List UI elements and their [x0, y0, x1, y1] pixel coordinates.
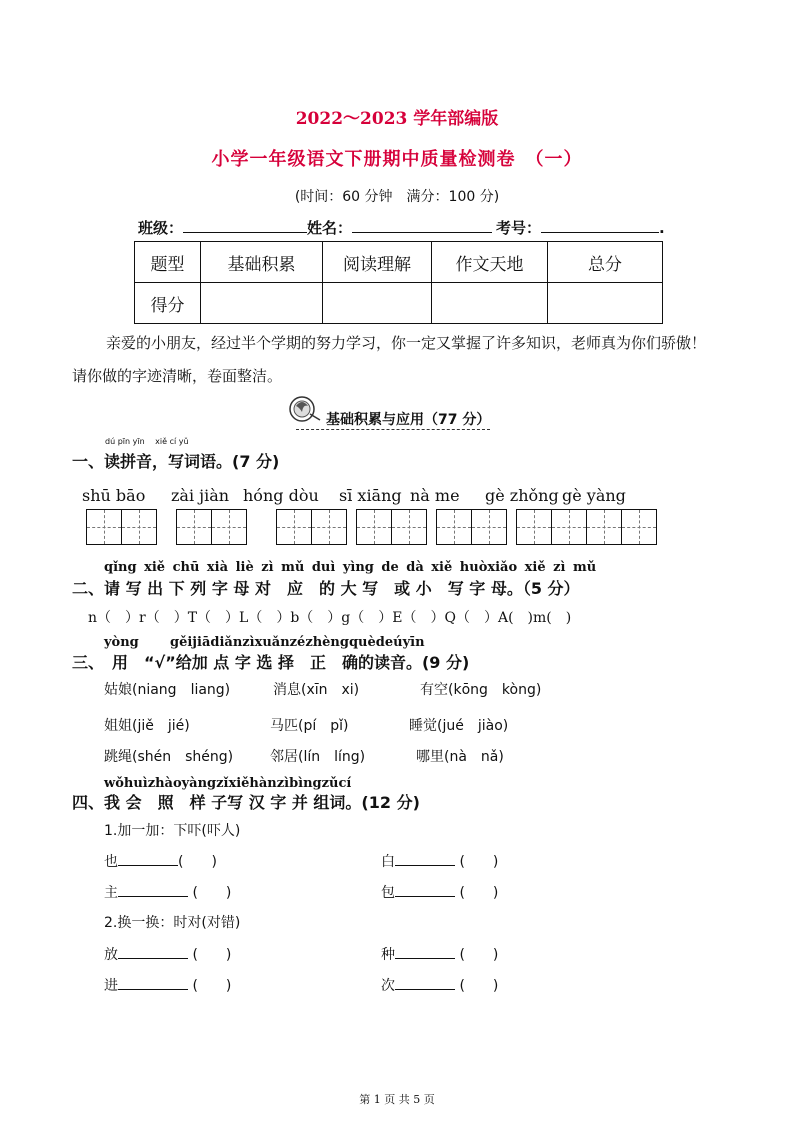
student-info-line: [138, 217, 665, 238]
table-cell: 总分: [548, 242, 663, 283]
q1-heading: 一、读拼音，写词语。(7 分): [72, 452, 280, 471]
q3-option[interactable]: 有空(kōng kòng): [420, 682, 542, 698]
q3-option[interactable]: 马匹(pí pǐ): [270, 718, 349, 734]
q4-sub2-example: 2.换一换：时对(对错): [104, 915, 241, 931]
writing-grid-group: [356, 509, 427, 545]
q4-sub1-example: 1.加一加：下吓(吓人): [104, 823, 241, 839]
page-footer: 第 1 页 共 5 页: [359, 1093, 435, 1106]
score-table: [134, 241, 663, 324]
q3-pinyin-annotation: yòng: [104, 635, 139, 650]
q3-option[interactable]: 哪里(nà nǎ): [416, 749, 504, 765]
answer-paren[interactable]: ( ): [459, 978, 499, 994]
table-cell: 得分: [135, 283, 201, 324]
writing-grid-cell[interactable]: [551, 509, 587, 545]
score-input-cell[interactable]: [323, 283, 432, 324]
answer-paren[interactable]: ( ): [459, 854, 499, 870]
exam-year-title: 2022～2023 学年部编版: [295, 109, 499, 129]
score-input-cell[interactable]: [548, 283, 663, 324]
writing-grid-group: [176, 509, 247, 545]
q4-row: [104, 944, 231, 964]
answer-paren[interactable]: ( ): [178, 854, 217, 870]
q3-heading: 三、 用 “√”给加 点 字 选 择 正 确的读音。(9 分): [72, 653, 470, 672]
writing-grid-group: [86, 509, 157, 545]
table-cell: 基础积累: [201, 242, 323, 283]
q4-row: [381, 975, 498, 995]
q4-char: 主: [104, 885, 118, 901]
q3-option[interactable]: 睡觉(jué jiào): [409, 718, 509, 734]
answer-blank[interactable]: [395, 882, 455, 897]
writing-grid-cell[interactable]: [391, 509, 427, 545]
q4-row: [104, 851, 217, 871]
q1-pinyin-word: gè zhǒng: [485, 486, 559, 505]
writing-grid-cell[interactable]: [621, 509, 657, 545]
q1-pinyin-word: shū bāo: [82, 486, 146, 505]
table-cell: 阅读理解: [323, 242, 432, 283]
answer-blank[interactable]: [118, 944, 188, 959]
answer-blank[interactable]: [395, 851, 455, 866]
q3-option[interactable]: 跳绳(shén shéng): [104, 749, 234, 765]
q4-char: 白: [381, 854, 395, 870]
writing-grid-cell[interactable]: [86, 509, 122, 545]
answer-paren[interactable]: ( ): [192, 978, 232, 994]
table-cell: 作文天地: [432, 242, 548, 283]
answer-blank[interactable]: [395, 975, 455, 990]
q4-char: 次: [381, 978, 395, 994]
q4-row: [104, 975, 231, 995]
q3-option[interactable]: 姐姐(jiě jié): [104, 718, 190, 734]
part1-heading: 基础积累与应用（77 分）: [296, 409, 490, 430]
q4-row: [381, 882, 498, 902]
writing-grid-cell[interactable]: [586, 509, 622, 545]
writing-grid-group: [276, 509, 347, 545]
q4-char: 放: [104, 947, 118, 963]
name-field[interactable]: [352, 218, 492, 233]
q1-pinyin-word: sī xiāng: [339, 486, 402, 505]
answer-paren[interactable]: ( ): [192, 885, 232, 901]
table-cell: 题型: [135, 242, 201, 283]
intro-line-1: 亲爱的小朋友，经过半个学期的努力学习，你一定又掌握了许多知识，老师真为你们骄傲！: [106, 334, 707, 352]
answer-paren[interactable]: ( ): [192, 947, 232, 963]
writing-grid-cell[interactable]: [176, 509, 212, 545]
name-label: 姓名：: [307, 219, 353, 237]
writing-grid-cell[interactable]: [436, 509, 472, 545]
q2-heading: 二、请 写 出 下 列 字 母 对 应 的 大 写 或 小 写 字 母。（5 分）: [72, 579, 580, 598]
writing-grid-cell[interactable]: [516, 509, 552, 545]
q2-pinyin-annotation: qǐng xiě chū xià liè zì mǔ duì yìng de dà xiě huòxiǎo xiě zì mǔ: [104, 560, 597, 575]
q4-row: [381, 851, 498, 871]
number-label: 考号：: [496, 219, 542, 237]
class-label: 班级：: [138, 219, 184, 237]
answer-paren[interactable]: ( ): [459, 885, 499, 901]
q1-pinyin-word: nà me: [410, 486, 460, 505]
q3-option[interactable]: 消息(xīn xi): [273, 682, 360, 698]
answer-blank[interactable]: [395, 944, 455, 959]
q1-pinyin-word: hóng dòu: [243, 486, 319, 505]
q1-pinyin-annotation: dú pīn yīn xiě cí yǔ: [105, 437, 189, 446]
answer-paren[interactable]: ( ): [459, 947, 499, 963]
writing-grid-cell[interactable]: [356, 509, 392, 545]
intro-line-2: 请你做的字迹清晰，卷面整洁。: [72, 367, 283, 385]
writing-grid-group: [436, 509, 507, 545]
time-info: (时间：60 分钟 满分：100 分): [294, 189, 500, 205]
writing-grid-cell[interactable]: [276, 509, 312, 545]
q3-option[interactable]: 姑娘(niang liang): [104, 682, 231, 698]
q4-char: 也: [104, 854, 118, 870]
answer-blank[interactable]: [118, 975, 188, 990]
writing-grid-group: [516, 509, 657, 545]
writing-grid-cell[interactable]: [211, 509, 247, 545]
writing-grid-cell[interactable]: [311, 509, 347, 545]
q1-pinyin-word: gè yàng: [562, 486, 626, 505]
info-end-mark: .: [659, 219, 665, 237]
writing-grid-cell[interactable]: [471, 509, 507, 545]
score-table-header-row: [135, 242, 663, 283]
number-field[interactable]: [541, 218, 659, 233]
answer-blank[interactable]: [118, 882, 188, 897]
score-table-score-row: [135, 283, 663, 324]
answer-blank[interactable]: [118, 851, 178, 866]
q4-char: 种: [381, 947, 395, 963]
q3-pinyin-annotation: gěijiādiǎnzìxuǎnzézhèngquèdeúyīn: [170, 635, 425, 650]
score-input-cell[interactable]: [432, 283, 548, 324]
q4-char: 进: [104, 978, 118, 994]
score-input-cell[interactable]: [201, 283, 323, 324]
q1-pinyin-word: zài jiàn: [171, 486, 230, 505]
q4-row: [381, 944, 498, 964]
q3-option[interactable]: 邻居(lín líng): [270, 749, 366, 765]
q4-pinyin-annotation: wǒhuìzhàoyàngzǐxiěhànzìbìngzǔcí: [104, 776, 352, 791]
q2-letters-row: n（ ）r（ ）T（ ）L（ ）b（ ）g（ ）E（ ）Q（ ）A( )m( ): [88, 610, 572, 626]
exam-title: 小学一年级语文下册期中质量检测卷 （一）: [211, 149, 583, 170]
q4-char: 包: [381, 885, 395, 901]
class-field[interactable]: [183, 218, 307, 233]
q4-heading: 四、我 会 照 样 子写 汉 字 并 组词。(12 分): [72, 793, 420, 812]
q4-row: [104, 882, 231, 902]
writing-grid-cell[interactable]: [121, 509, 157, 545]
